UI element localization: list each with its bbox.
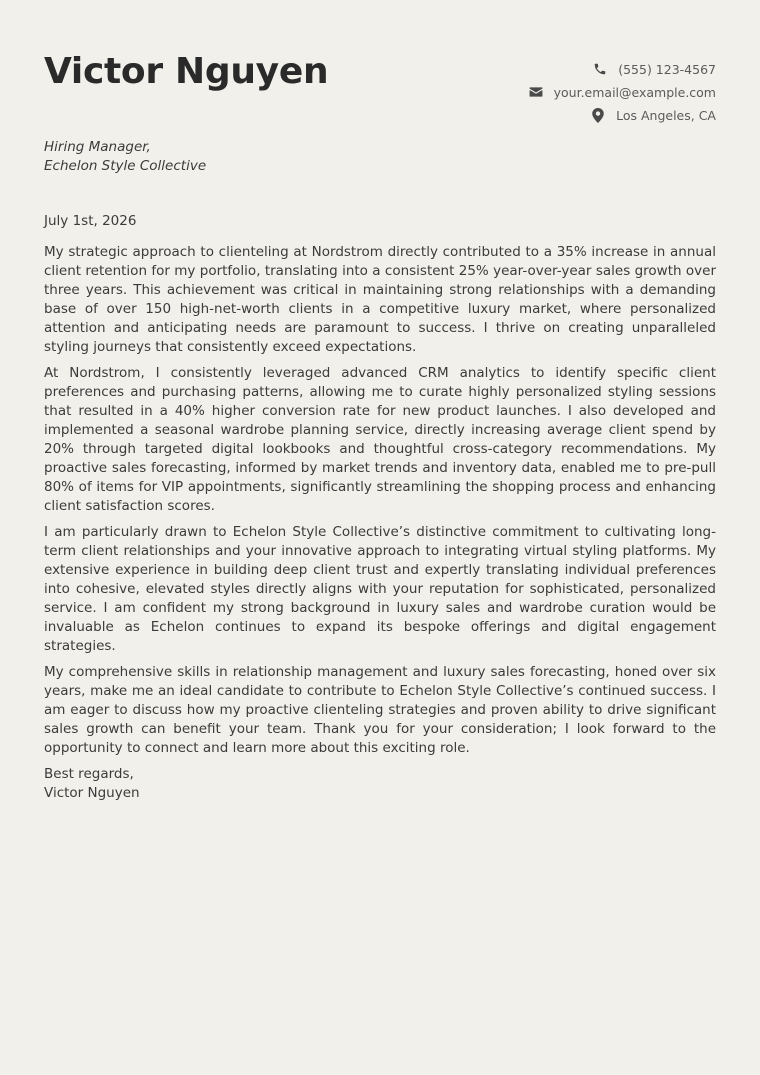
sender-name: Victor Nguyen xyxy=(44,51,329,92)
body-paragraph: My strategic approach to clienteling at Nordstrom directly contributed to a 35% increase in annual client retention for my portfolio, translating into a consistent 25% year-over-year sales growth over three years. This achievement was critical in maintaining strong relationships with a demanding base of over 150 high-net-worth clients in a competitive luxury market, where personalized attention and anticipating needs are paramount to success. I thrive on creating unparalleled styling journeys that consistently exceed expectations. xyxy=(44,244,716,355)
letter-date: July 1st, 2026 xyxy=(44,213,137,229)
phone-text: (555) 123-4567 xyxy=(618,61,716,77)
contact-phone xyxy=(592,60,716,78)
contact-email xyxy=(528,83,716,101)
email-text: your.email@example.com xyxy=(553,84,716,100)
location-text: Los Angeles, CA xyxy=(616,107,716,123)
body-paragraph: At Nordstrom, I consistently leveraged advanced CRM analytics to identify specific client preferences and purchasing patterns, allowing me to curate highly personalized styling sessions that resulted in a 40% higher conversion rate for new product launches. I also developed and implemented a seasonal wardrobe planning service, directly increasing average client spend by 20% through targeted digital lookbooks and thoughtful cross-category recommendations. My proactive sales forecasting, informed by market trends and inventory data, enabled me to pre-pull 80% of items for VIP appointments, significantly streamlining the shopping process and enhancing client satisfaction scores. xyxy=(44,365,716,514)
recipient-block xyxy=(44,138,716,176)
envelope-icon xyxy=(528,84,544,100)
phone-icon xyxy=(592,61,608,77)
contact-location xyxy=(590,106,716,124)
letter-closing xyxy=(44,765,716,803)
recipient-company: Echelon Style Collective xyxy=(44,158,207,174)
recipient-title: Hiring Manager, xyxy=(44,139,151,155)
location-pin-icon xyxy=(590,107,606,123)
letter-body xyxy=(44,243,716,758)
body-paragraph: My comprehensive skills in relationship management and luxury sales forecasting, honed over six years, make me an ideal candidate to contribute to Echelon Style Collective’s continued success. I am eager to discuss how my proactive clienteling strategies and proven ability to drive significant sales growth can benefit your team. Thank you for your consideration; I look forward to the opportunity to connect and learn more about this exciting role. xyxy=(44,664,716,756)
closing-salutation: Best regards, xyxy=(44,766,134,782)
body-paragraph: I am particularly drawn to Echelon Style Collective’s distinctive commitment to cultivating long-term client relationships and your innovative approach to integrating virtual styling platforms. My extensive experience in building deep client trust and expertly translating individual preferences into cohesive, elevated styles directly aligns with your reputation for sophisticated, personalized service. I am confident my strong background in luxury sales and wardrobe curation would be invaluable as Echelon continues to expand its bespoke offerings and digital engagement strategies. xyxy=(44,524,716,654)
closing-signature: Victor Nguyen xyxy=(44,785,140,801)
letter-header xyxy=(44,0,716,138)
contact-info xyxy=(528,60,716,124)
